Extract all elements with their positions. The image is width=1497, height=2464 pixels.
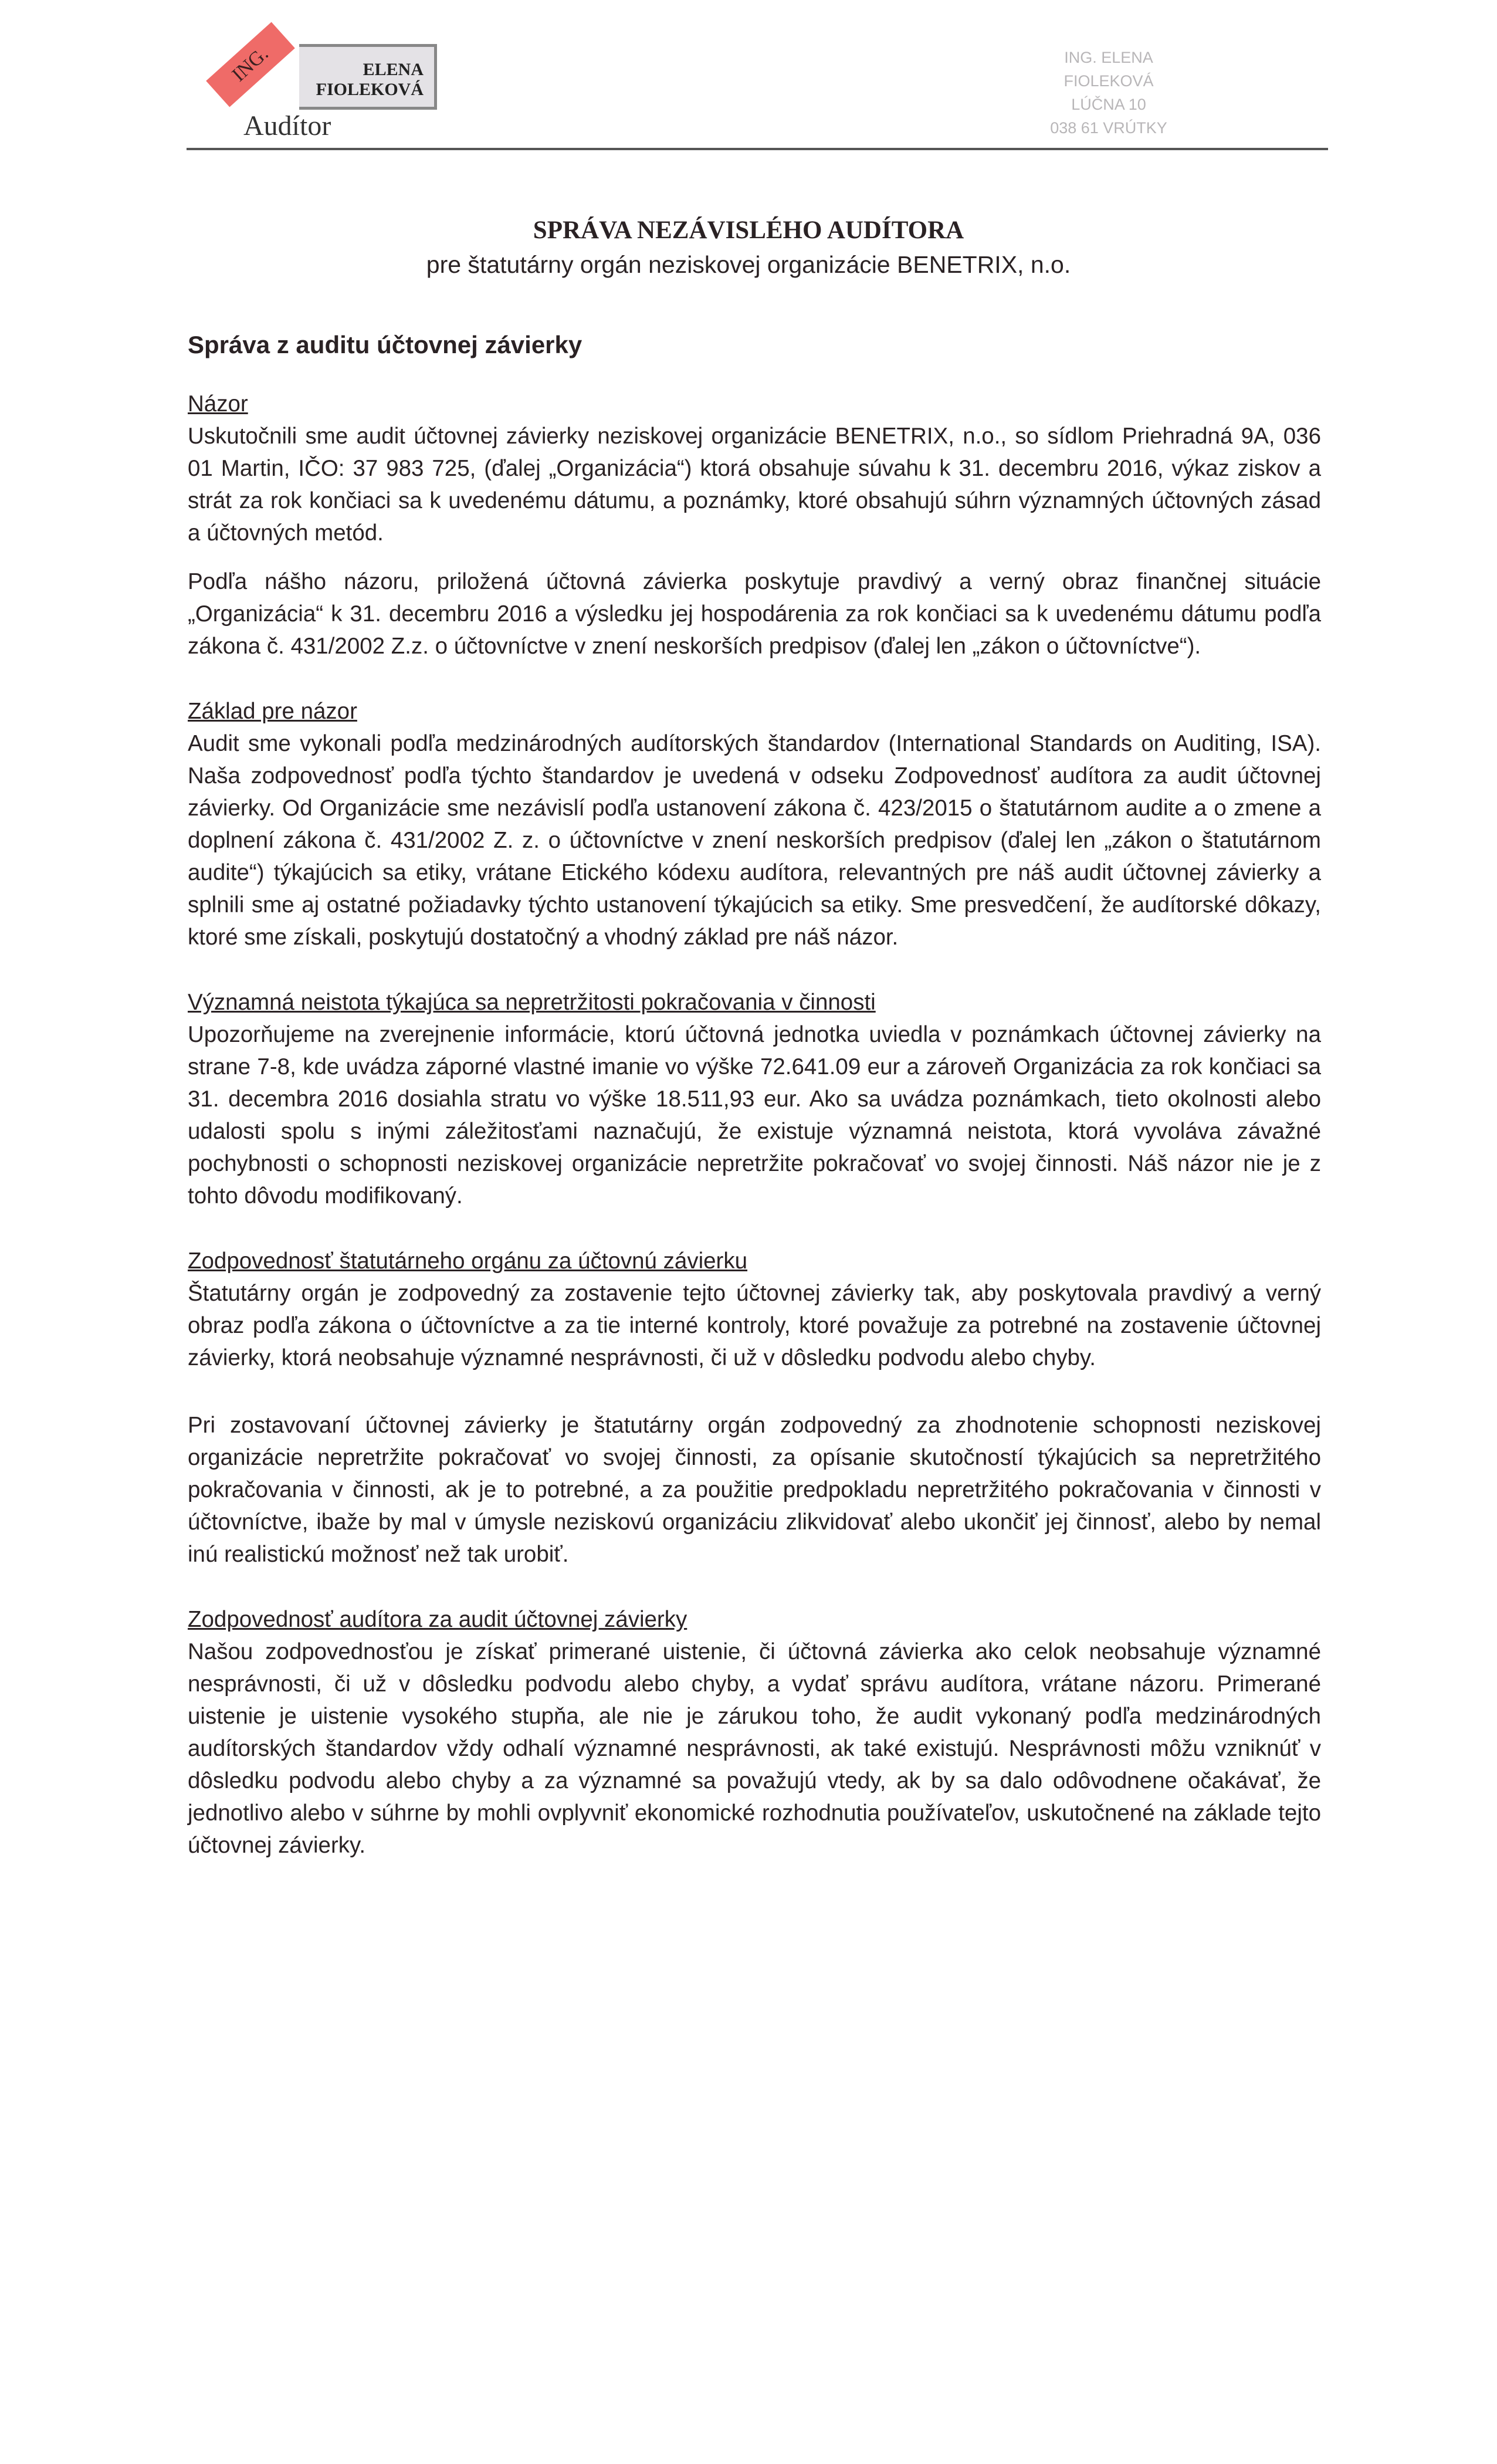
paragraph: Štatutárny orgán je zodpovedný za zostavenie tejto účtovnej závierky tak, aby poskytovala pravdivý a verný obraz podľa zákona o účtovníctve a za tie interné kontroly, ktoré považuje za potrebné na zostavenie účtovnej závierky, ktorá neobsahuje významné nesprávnosti, či už v dôsledku podvodu alebo chyby. xyxy=(188,1281,1321,1370)
section-heading-basis: Základ pre názor xyxy=(188,699,357,724)
report-body xyxy=(188,329,1321,1861)
letterhead-address xyxy=(1032,46,1185,140)
paragraph: Upozorňujeme na zverejnenie informácie, ktorú účtovná jednotka uviedla v poznámkach účtovnej závierky na strane 7-8, kde uvádza záporné vlastné imanie vo výške 72.641.09 eur a zároveň Organizácia za rok končiaci sa 31. decembra 2016 dosiahla stratu vo výške 18.511,93 eur. Ako sa uvádza poznámkach, tieto okolnosti alebo udalosti spolu s inými záležitosťami naznačujú, že existuje významná neistota, ktorá vyvoláva závažné pochybnosti o schopnosti neziskovej organizácie nepretržite pokračovať vo svojej činnosti. Náš názor nie je z tohto dôvodu modifikovaný. xyxy=(188,1022,1321,1209)
address-line: LÚČNA 10 xyxy=(1071,96,1146,113)
logo-role: Audítor xyxy=(243,110,331,141)
paragraph: Audit sme vykonali podľa medzinárodných audítorských štandardov (International Standards on Auditing, ISA). Naša zodpovednosť podľa týchto štandardov je uvedená v odseku Zodpovednosť audítora za audit účtovnej závierky. Od Organizácie sme nezávislí podľa ustanovení zákona č. 423/2015 o štatutárnom audite a o zmene a doplnení zákona č. 431/2002 Z. z. o účtovníctve v znení neskorších predpisov (ďalej len „zákon o štatutárnom audite“) týkajúcich sa etiky, vrátane Etického kódexu audítora, relevantných pre náš audit účtovnej závierky a splnili sme aj ostatné požiadavky týchto ustanovení týkajúcich sa etiky. Sme presvedčení, že audítorské dôkazy, ktoré sme získali, poskytujú dostatočný a vhodný základ pre náš názor. xyxy=(188,731,1321,950)
auditor-logo xyxy=(199,26,446,150)
logo-name-box xyxy=(299,44,437,110)
address-line: 038 61 VRÚTKY xyxy=(1050,119,1167,137)
logo-name-line2: FIOLEKOVÁ xyxy=(316,80,424,99)
logo-name xyxy=(316,60,424,100)
document-title: SPRÁVA NEZÁVISLÉHO AUDÍTORA xyxy=(533,216,964,244)
section-heading-opinion: Názor xyxy=(188,391,248,417)
section-heading-auditor-responsibility: Zodpovednosť audítora za audit účtovnej závierky xyxy=(188,1607,687,1632)
paragraph: Našou zodpovednosťou je získať primerané uistenie, či účtovná závierka ako celok neobsahuje významné nesprávnosti, či už v dôsledku podvodu alebo chyby, a vydať správu audítora, vrátane názoru. Primerané uistenie je uistenie vysokého stupňa, ale nie je zárukou toho, že audit vykonaný podľa medzinárodných audítorských štandardov vždy odhalí významné nesprávnosti, ak také existujú. Nesprávnosti môžu vzniknúť v dôsledku podvodu alebo chyby a za významné sa považujú vtedy, ak by sa dalo odôvodnene očakávať, že jednotlivo alebo v súhrne by mohli ovplyvniť ekonomické rozhodnutia používateľov, uskutočnené na základe tejto účtovnej závierky. xyxy=(188,1639,1321,1858)
address-line: ING. ELENA FIOLEKOVÁ xyxy=(1064,49,1154,90)
logo-ing-tag: ING. xyxy=(206,22,295,107)
section-heading-management-responsibility: Zodpovednosť štatutárneho orgánu za účtovnú závierku xyxy=(188,1248,748,1274)
header-divider xyxy=(187,148,1328,150)
document-subtitle: pre štatutárny orgán neziskovej organizácie BENETRIX, n.o. xyxy=(426,251,1071,278)
paragraph: Pri zostavovaní účtovnej závierky je štatutárny orgán zodpovedný za zhodnotenie schopnosti neziskovej organizácie nepretržite pokračovať vo svojej činnosti, za opísanie skutočností týkajúcich sa nepretržitého pokračovania v činnosti, ak je to potrebné, a za použitie predpokladu nepretržitého pokračovania v činnosti v účtovníctve, ibaže by mal v úmysle neziskovú organizáciu zlikvidovať alebo ukončiť jej činnosť, alebo by nemal inú realistickú možnosť než tak urobiť. xyxy=(188,1413,1321,1567)
paragraph: Uskutočnili sme audit účtovnej závierky neziskovej organizácie BENETRIX, n.o., so sídlom Priehradná 9A, 036 01 Martin, IČO: 37 983 725, (ďalej „Organizácia“) ktorá obsahuje súvahu k 31. decembru 2016, výkaz ziskov a strát za rok končiaci sa k uvedenému dátumu, a poznámky, ktoré obsahujú súhrn významných účtovných zásad a účtovných metód. xyxy=(188,424,1321,546)
paragraph: Podľa nášho názoru, priložená účtovná závierka poskytuje pravdivý a verný obraz finančnej situácie „Organizácia“ k 31. decembru 2016 a výsledku jej hospodárenia za rok končiaci sa k uvedenému dátumu podľa zákona č. 431/2002 Z.z. o účtovníctve v znení neskorších predpisov (ďalej len „zákon o účtovníctve“). xyxy=(188,569,1321,659)
logo-name-line1: ELENA xyxy=(363,60,424,79)
section-heading-going-concern: Významná neistota týkajúca sa nepretržitosti pokračovania v činnosti xyxy=(188,990,876,1015)
section-heading: Správa z auditu účtovnej závierky xyxy=(188,331,582,358)
